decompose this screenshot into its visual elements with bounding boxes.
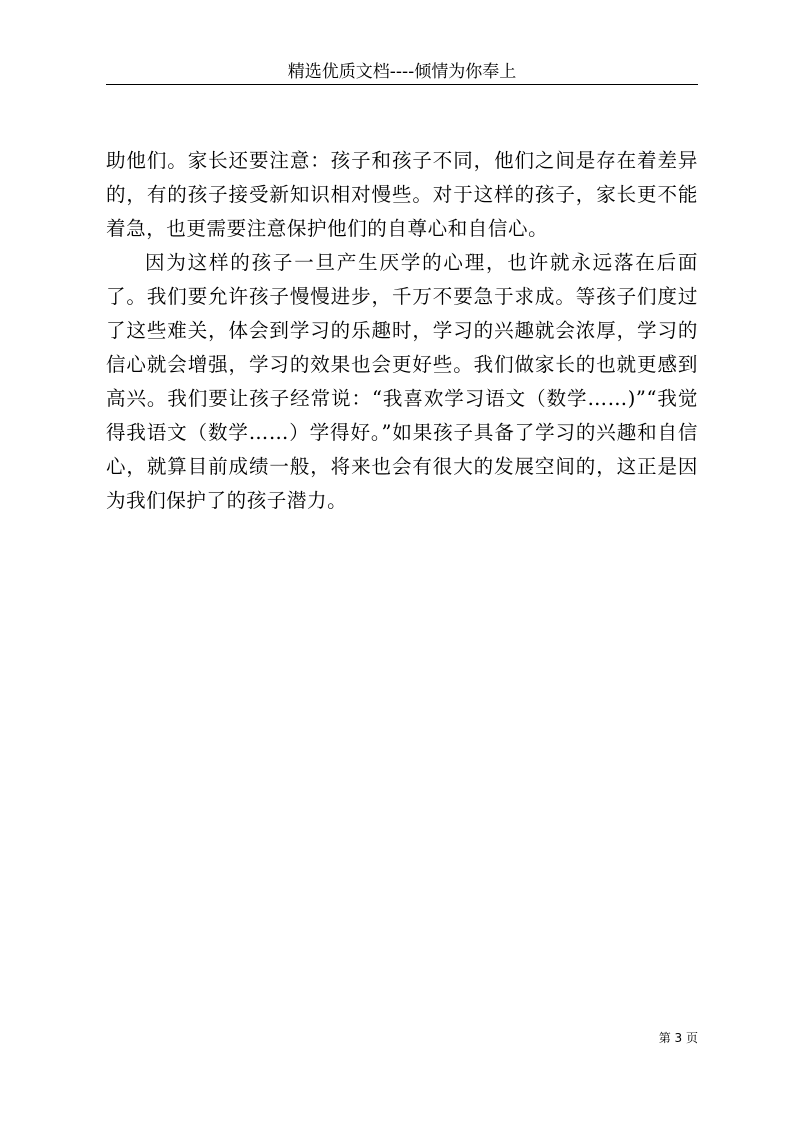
header-divider	[106, 84, 698, 85]
paragraph-1: 助他们。家长还要注意：孩子和孩子不同，他们之间是存在着差异的，有的孩子接受新知识相对慢些。对于这样的孩子，家长更不能着急，也更需要注意保护他们的自尊心和自信心。	[106, 149, 698, 240]
document-body	[106, 144, 698, 518]
paragraph-2: 因为这样的孩子一旦产生厌学的心理，也许就永远落在后面了。我们要允许孩子慢慢进步，千万不要急于求成。等孩子们度过了这些难关，体会到学习的乐趣时，学习的兴趣就会浓厚，学习的信心就会增强，学习的效果也会更好些。我们做家长的也就更感到高兴。我们要让孩子经常说：“我喜欢学习语文（数学……)”“我觉得我语文（数学……）学得好。”如果孩子具备了学习的兴趣和自信心，就算目前成绩一般，将来也会有很大的发展空间的，这正是因为我们保护了的孩子潜力。	[106, 251, 698, 512]
page-header-title: 精选优质文档----倾情为你奉上	[287, 62, 517, 82]
page-number: 第 3 页	[658, 1031, 698, 1045]
